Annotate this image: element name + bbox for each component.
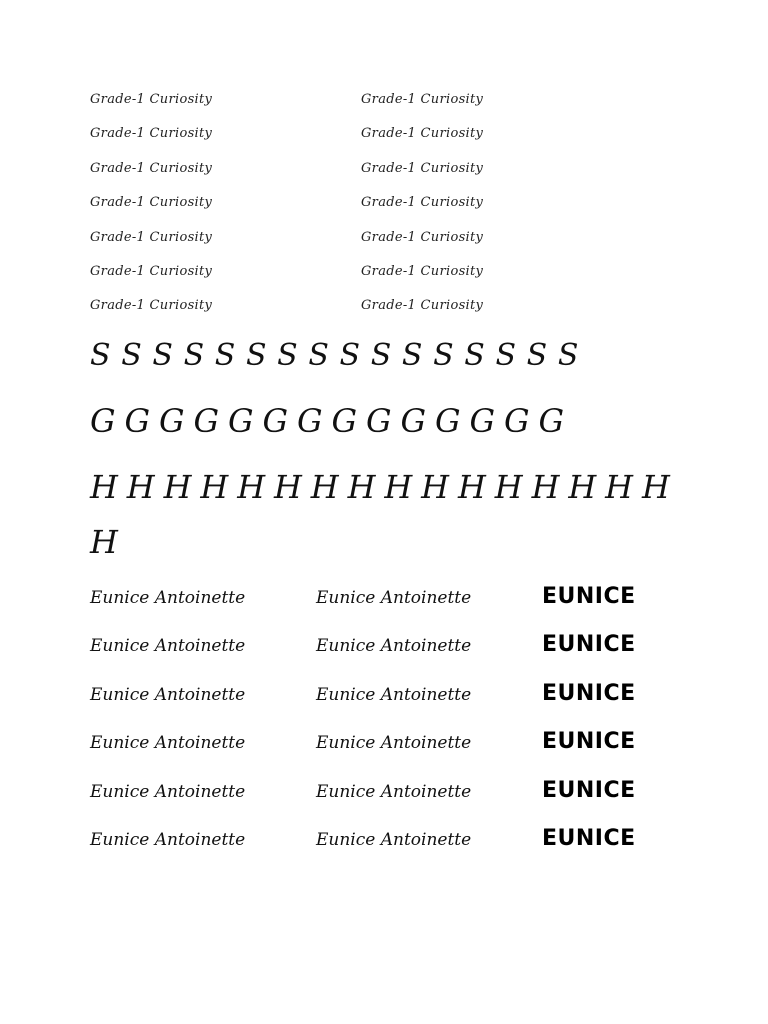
eunice-name-text: Eunice Antoinette	[316, 588, 472, 608]
grade-curiosity-grid	[90, 92, 650, 333]
grade-row	[90, 230, 650, 264]
grade-row	[90, 298, 650, 332]
grade-text: Grade-1 Curiosity	[90, 126, 213, 142]
letter-s: S	[90, 338, 111, 373]
eunice-bold-text: EUNICE	[542, 680, 636, 706]
letter-s: S	[277, 338, 298, 373]
eunice-name-text: Eunice Antoinette	[316, 829, 472, 850]
letter-s: S	[495, 338, 516, 373]
grade-row	[90, 92, 650, 126]
eunice-bold-text: EUNICE	[542, 825, 636, 851]
letter-h: H	[310, 468, 339, 506]
grade-text: Grade-1 Curiosity	[90, 263, 213, 279]
eunice-name-text: Eunice Antoinette	[316, 781, 472, 802]
eunice-row	[90, 777, 710, 830]
letter-g: G	[262, 402, 289, 440]
letter-s: S	[121, 338, 142, 373]
letter-g: G	[504, 402, 530, 440]
grade-row	[90, 126, 650, 160]
letter-s-practice-line	[90, 338, 690, 373]
letter-g: G	[469, 402, 496, 440]
eunice-name-text: Eunice Antoinette	[90, 829, 246, 850]
letter-g: G	[90, 402, 116, 440]
eunice-name-text: Eunice Antoinette	[90, 684, 246, 705]
letter-s: S	[433, 338, 454, 373]
grade-text: Grade-1 Curiosity	[90, 92, 213, 107]
grade-text: Grade-1 Curiosity	[361, 263, 484, 279]
grade-text: Grade-1 Curiosity	[90, 195, 213, 211]
letter-g: G	[400, 402, 427, 440]
letter-g: G	[193, 402, 220, 440]
letter-g-practice-line	[90, 402, 690, 440]
eunice-row	[90, 680, 710, 733]
letter-h: H	[126, 468, 155, 506]
letter-h: H	[273, 468, 302, 506]
grade-text: Grade-1 Curiosity	[361, 92, 484, 107]
eunice-row	[90, 632, 710, 684]
letter-g: G	[228, 402, 254, 440]
letter-h: H	[531, 468, 560, 506]
eunice-name-text: Eunice Antoinette	[90, 588, 246, 608]
grade-text: Grade-1 Curiosity	[90, 160, 213, 176]
grade-row	[90, 264, 650, 298]
letter-s: S	[370, 338, 392, 373]
eunice-name-text: Eunice Antoinette	[90, 636, 246, 657]
letter-s: S	[526, 338, 548, 373]
letter-h-practice-line-wrap	[90, 523, 690, 561]
eunice-name-text: Eunice Antoinette	[316, 636, 472, 657]
grade-text: Grade-1 Curiosity	[361, 229, 484, 245]
letter-h: H	[347, 468, 376, 506]
grade-text: Grade-1 Curiosity	[361, 298, 484, 314]
letter-h: H	[641, 468, 670, 506]
letter-h: H	[90, 468, 118, 506]
letter-h: H	[200, 468, 229, 506]
eunice-name-text: Eunice Antoinette	[316, 733, 472, 754]
letter-h: H	[421, 468, 450, 506]
letter-g: G	[435, 402, 461, 440]
eunice-bold-text: EUNICE	[542, 584, 636, 609]
eunice-row	[90, 729, 710, 781]
letter-g: G	[159, 402, 185, 440]
letter-h: H	[90, 523, 118, 561]
letter-s: S	[214, 338, 236, 373]
letter-g: G	[538, 402, 565, 440]
eunice-name-text: Eunice Antoinette	[316, 684, 472, 705]
letter-s: S	[152, 338, 173, 373]
letter-h: H	[163, 468, 192, 506]
grade-text: Grade-1 Curiosity	[361, 160, 484, 176]
letter-s: S	[401, 338, 423, 373]
letter-g: G	[366, 402, 392, 440]
letter-s: S	[339, 338, 361, 373]
grade-row	[90, 195, 650, 229]
eunice-row	[90, 584, 710, 636]
grade-text: Grade-1 Curiosity	[361, 195, 484, 211]
letter-h: H	[457, 468, 486, 506]
eunice-name-grid	[90, 584, 710, 878]
letter-h: H	[605, 468, 634, 506]
grade-text: Grade-1 Curiosity	[361, 126, 484, 142]
eunice-row	[90, 825, 710, 878]
letter-s: S	[308, 338, 329, 373]
letter-s: S	[557, 338, 579, 373]
letter-h: H	[384, 468, 413, 506]
eunice-name-text: Eunice Antoinette	[90, 781, 246, 802]
eunice-bold-text: EUNICE	[542, 777, 636, 803]
letter-s: S	[183, 338, 205, 373]
eunice-bold-text: EUNICE	[542, 729, 636, 755]
letter-h: H	[494, 468, 523, 506]
letter-h: H	[568, 468, 597, 506]
grade-text: Grade-1 Curiosity	[90, 298, 213, 314]
letter-s: S	[464, 338, 485, 373]
letter-g: G	[124, 402, 151, 440]
letter-h: H	[237, 468, 266, 506]
letter-g: G	[297, 402, 323, 440]
grade-row	[90, 161, 650, 195]
eunice-name-text: Eunice Antoinette	[90, 733, 246, 754]
eunice-bold-text: EUNICE	[542, 632, 636, 658]
letter-h-practice-line	[90, 468, 690, 506]
grade-text: Grade-1 Curiosity	[90, 229, 213, 245]
letter-s: S	[245, 338, 267, 373]
letter-g: G	[331, 402, 358, 440]
